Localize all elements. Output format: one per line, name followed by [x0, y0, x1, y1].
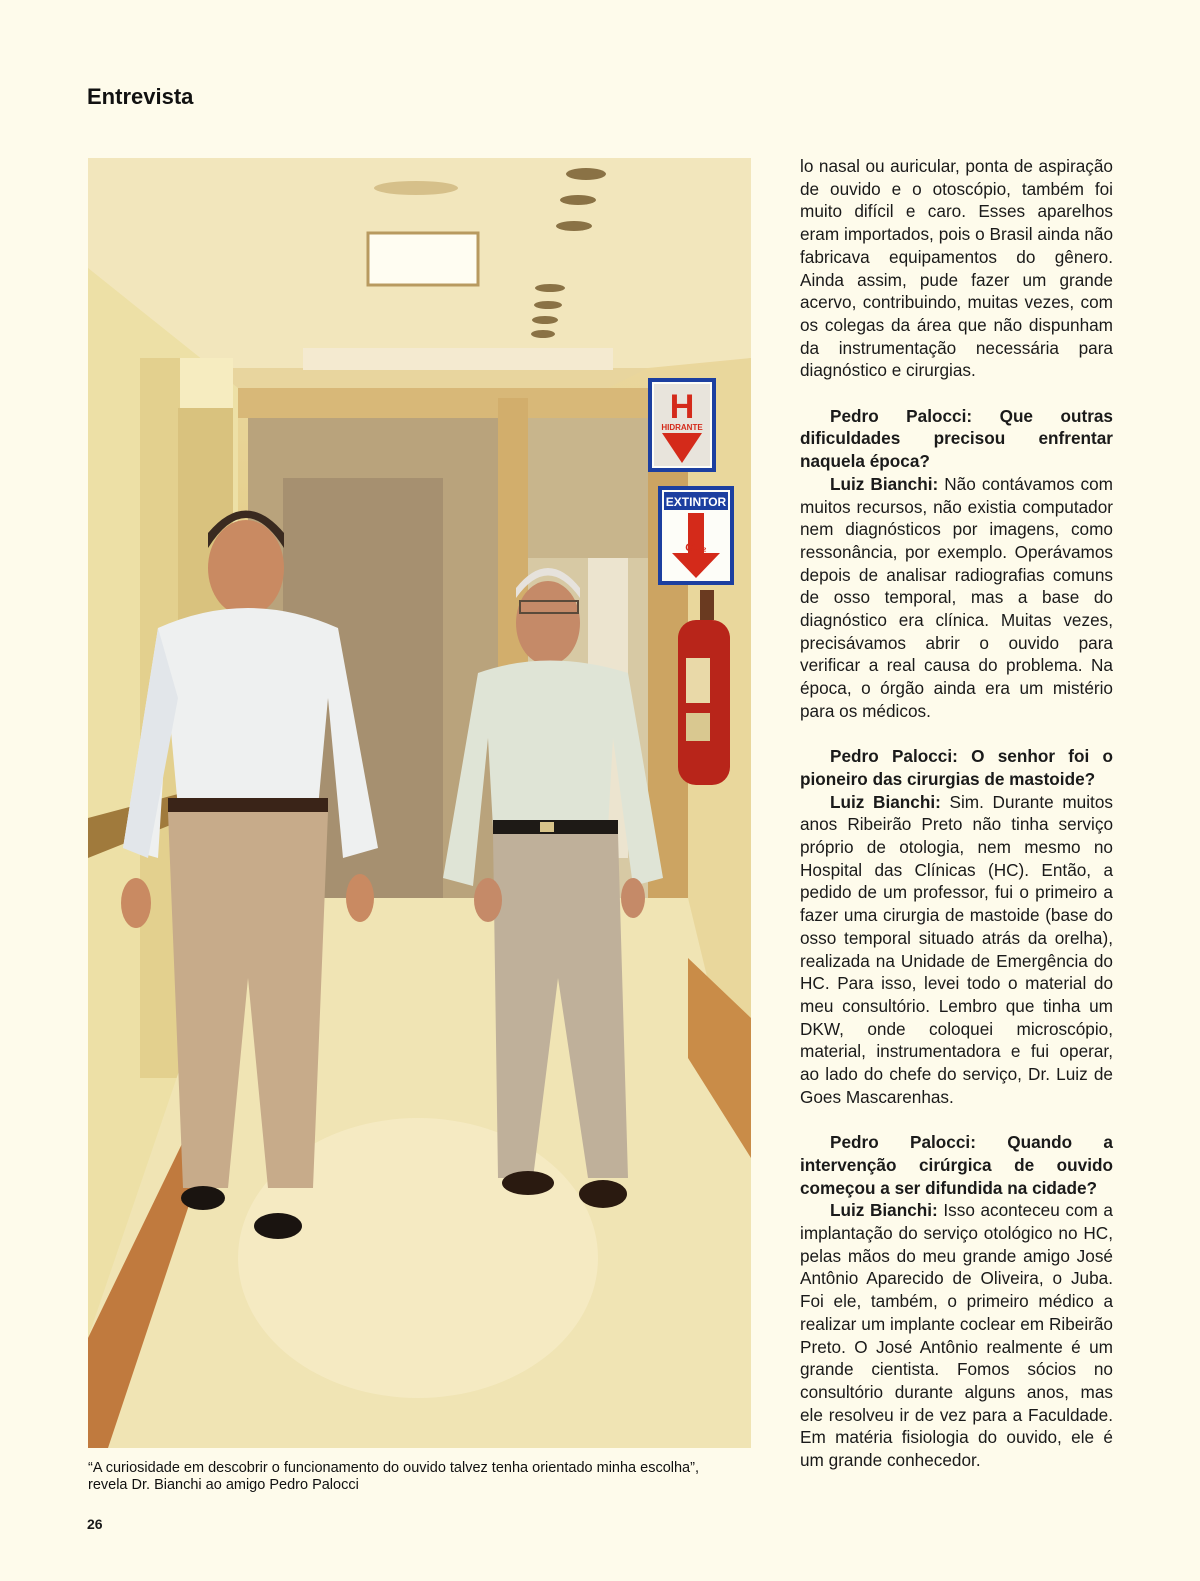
hydrant-label: HIDRANTE: [661, 423, 703, 432]
caption-line-2: revela Dr. Bianchi ao amigo Pedro Palocci: [88, 1477, 359, 1493]
question-1: Pedro Palocci: Que outras dificuldades precisou enfrentar naquela época?: [800, 405, 1113, 472]
answer-3: [800, 1199, 1113, 1471]
answer-3-text: Isso aconteceu com a implantação do serviço otológico no HC, pelas mãos do meu grande amigo José Antônio Aparecido de Oliveira, o Juba. Foi ele, também, o primeiro médico a realizar um implante coclear em Ribeirão Preto. O José Antônio realmente é um grande cientista. Fomos sócios no consultório durante alguns anos, mas ele resolveu ir de vez para a Faculdade. Em matéria fisiologia do ouvido, ele é um grande conhecedor.: [800, 1200, 1113, 1471]
hallway-photo: [88, 158, 751, 1448]
hydrant-letter: H: [669, 388, 695, 426]
answer-2-speaker: Luiz Bianchi:: [830, 791, 941, 812]
extinguisher-sign: [660, 488, 732, 583]
article-intro: lo nasal ou auricular, ponta de aspiração de ouvido e o otoscópio, também foi muito difícil e caro. Esses aparelhos eram importados, pois o Brasil ainda não fabricava equipamentos do gênero. Ainda assim, pude fazer um grande acervo, contribuindo, muitas vezes, com os colegas da área que não dispunham da instrumentação necessária para diagnóstico e cirurgias.: [800, 156, 1113, 381]
answer-3-speaker: Luiz Bianchi:: [830, 1200, 938, 1221]
photo-caption: [88, 1460, 751, 1494]
answer-2-text: Sim. Durante muitos anos Ribeirão Preto não tinha serviço próprio de otologia, nem mesmo no Hospital das Clínicas (HC). Então, a pedido de um professor, fui o primeiro a fazer uma cirurgia de mastoide (base do osso temporal situado atrás da orelha), realizada na Unidade de Emergência do HC. Para isso, levei todo o material do meu consultório. Lembro que tinha um DKW, onde coloquei microscópio, material, instrumentadora e fui operar, ao lado do chefe do serviço, Dr. Luiz de Goes Mascarenhas.: [800, 791, 1113, 1107]
answer-1-text: Não contávamos com muitos recursos, não existia computador nem diagnósticos por imagens, como ressonância, por exemplo. Operávamos depois de analisar radiografias comuns de osso temporal, mas a base do diagnóstico era clínica. Muitas vezes, precisávamos abrir o ouvido para verificar a real causa do problema. Na época, o órgão ainda era um mistério para os médicos.: [800, 473, 1113, 721]
extinguisher-code: CO₂: [685, 542, 707, 554]
question-3: Pedro Palocci: Quando a intervenção cirúrgica de ouvido começou a ser difundida na cidade?: [800, 1132, 1113, 1198]
extinguisher-label: EXTINTOR: [665, 495, 727, 509]
page-number: 26: [87, 1516, 103, 1532]
answer-1-speaker: Luiz Bianchi:: [830, 473, 939, 494]
answer-1: [800, 473, 1113, 723]
section-title: Entrevista: [87, 84, 194, 109]
hydrant-sign: [650, 380, 714, 470]
answer-2: [800, 791, 1113, 1109]
caption-line-1: “A curiosidade em descobrir o funcionamento do ouvido talvez tenha orientado minha escolha”,: [88, 1460, 699, 1476]
article-column: [800, 155, 1113, 1472]
question-2: Pedro Palocci: O senhor foi o pioneiro das cirurgias de mastoide?: [800, 746, 1113, 789]
